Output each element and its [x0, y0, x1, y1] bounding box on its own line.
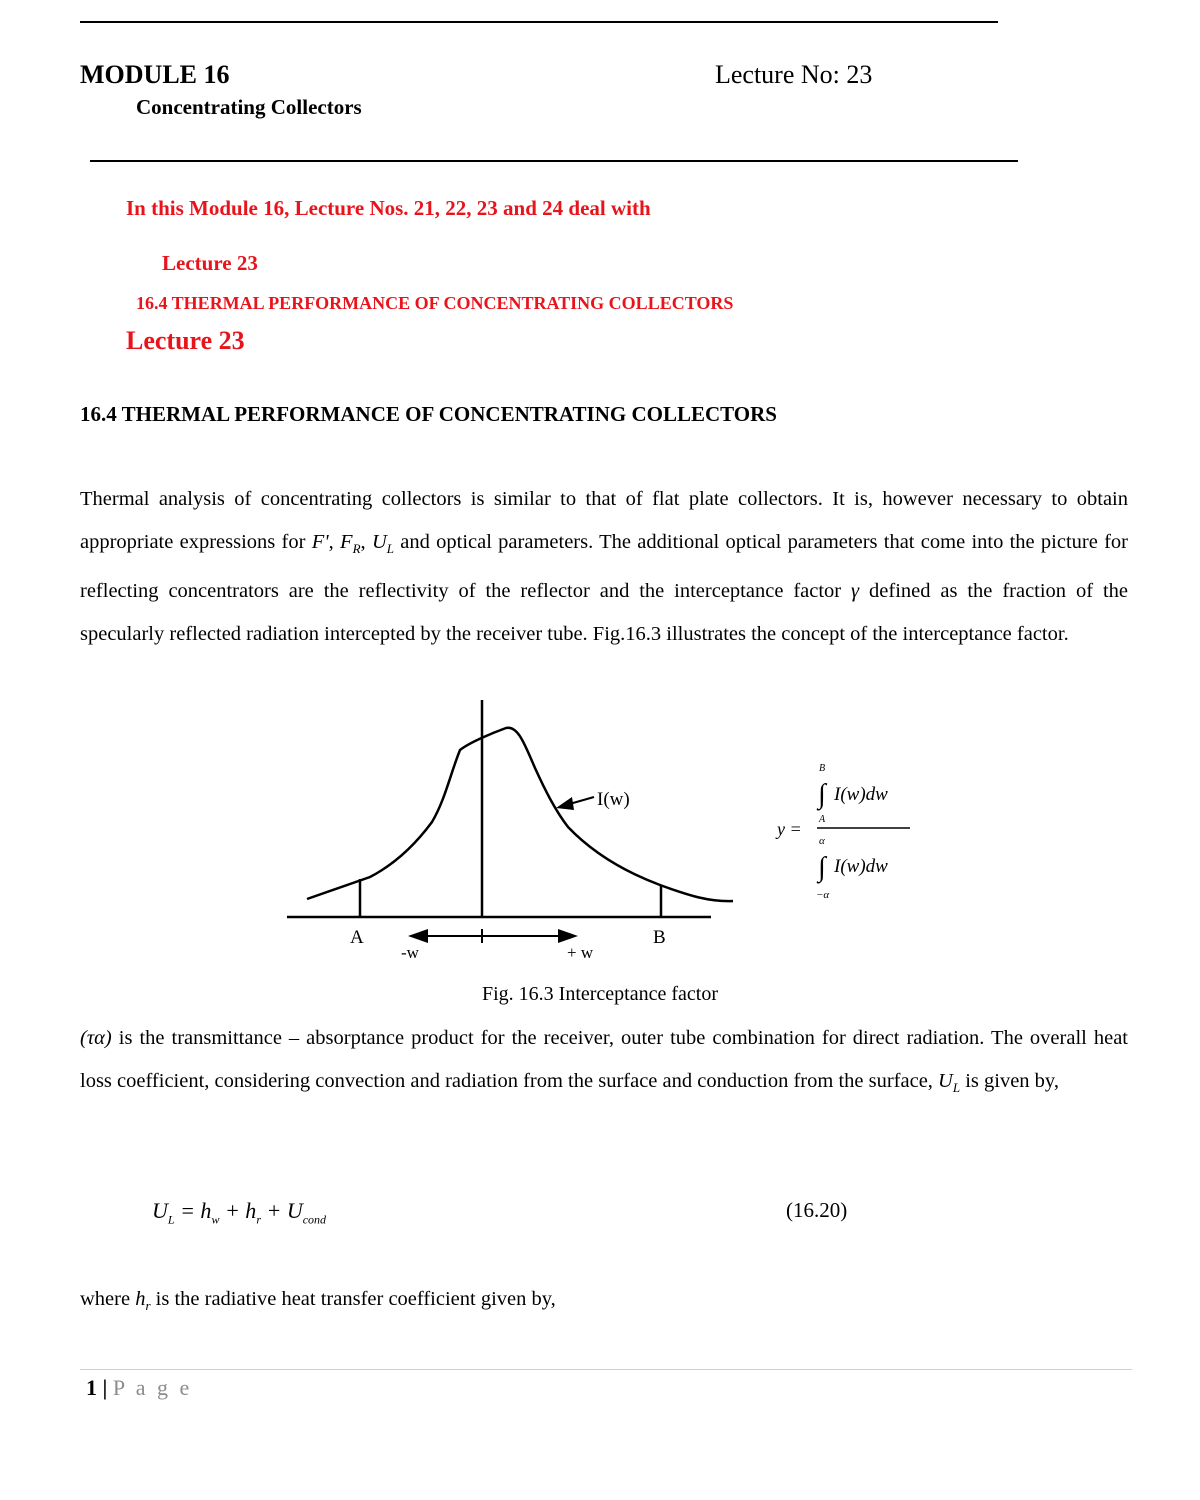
denominator: I(w)dw — [834, 856, 888, 877]
header-top-rule — [80, 21, 998, 23]
formula-lhs: y = — [777, 819, 802, 839]
module-title: MODULE 16 — [80, 60, 230, 89]
paragraph-intro: Thermal analysis of concentrating collectors is similar to that of flat plate collectors. It is, however necessary to obtain appropriate expressions for F', $F_R$, $U_L$ and optical parameters. The additional optical parameters that come into the picture for reflecting concentrators are the reflectivity of the reflector and the interceptance factor γ defined as the fraction of the specularly reflected radiation intercepted by the receiver tube. Fig.16.3 illustrates the concept of the interceptance factor. — [80, 488, 1129, 645]
page-label: P a g e — [112, 1375, 193, 1400]
numerator-integral-sign: ∫ — [818, 779, 826, 810]
intensity-curve — [307, 728, 733, 901]
section-heading: 16.4 THERMAL PERFORMANCE OF CONCENTRATING COLLECTORS — [80, 402, 777, 426]
module-summary-intro: In this Module 16, Lecture Nos. 21, 22, 23 and 24 deal with — [126, 196, 651, 220]
footer-rule — [80, 1369, 1132, 1370]
page-number: 1 — [86, 1375, 97, 1400]
equation-16-20: $U_L = h_w + h_r + U_{cond}$ — [152, 1198, 327, 1227]
label-minus-w: -w — [401, 943, 419, 962]
denominator-lower-limit: −α — [816, 889, 830, 901]
width-arrow-left-head — [408, 929, 428, 943]
equation-number: (16.20) — [786, 1198, 848, 1222]
width-arrow-right-head — [558, 929, 578, 943]
label-b: B — [653, 927, 666, 948]
curve-pointer-arrowhead — [556, 797, 574, 810]
figure-caption: Fig. 16.3 Interceptance factor — [481, 983, 718, 1005]
curve-label: I(w) — [597, 789, 630, 810]
radiative-coefficient-line: where $h_r$ is the radiative heat transfer coefficient given by, — [80, 1288, 556, 1314]
denominator-integral-sign: ∫ — [818, 852, 826, 883]
label-plus-w: + w — [567, 943, 594, 962]
denominator-upper-limit: α — [819, 835, 825, 847]
label-a: A — [350, 927, 364, 948]
numerator-upper-limit: B — [819, 763, 826, 774]
summary-section: 16.4 THERMAL PERFORMANCE OF CONCENTRATING COLLECTORS — [136, 293, 734, 313]
module-subtitle: Concentrating Collectors — [136, 95, 362, 119]
numerator-lower-limit: A — [819, 814, 826, 825]
lecture-number: Lecture No: 23 — [715, 60, 873, 89]
page-footer: 1 | P a g e — [86, 1375, 193, 1400]
interceptance-figure — [0, 690, 1200, 980]
summary-lecture: Lecture 23 — [162, 251, 258, 275]
paragraph-heat-loss: (τα) is the transmittance – absorptance product for the receiver, outer tube combination for direct radiation. The overall heat loss coefficient, considering convection and radiation from the surface and conduction from the surface, $U_L$ is given by, — [80, 1027, 1128, 1095]
numerator: I(w)dw — [834, 784, 888, 805]
lecture-heading: Lecture 23 — [126, 326, 245, 355]
header-bottom-rule — [90, 160, 1018, 162]
